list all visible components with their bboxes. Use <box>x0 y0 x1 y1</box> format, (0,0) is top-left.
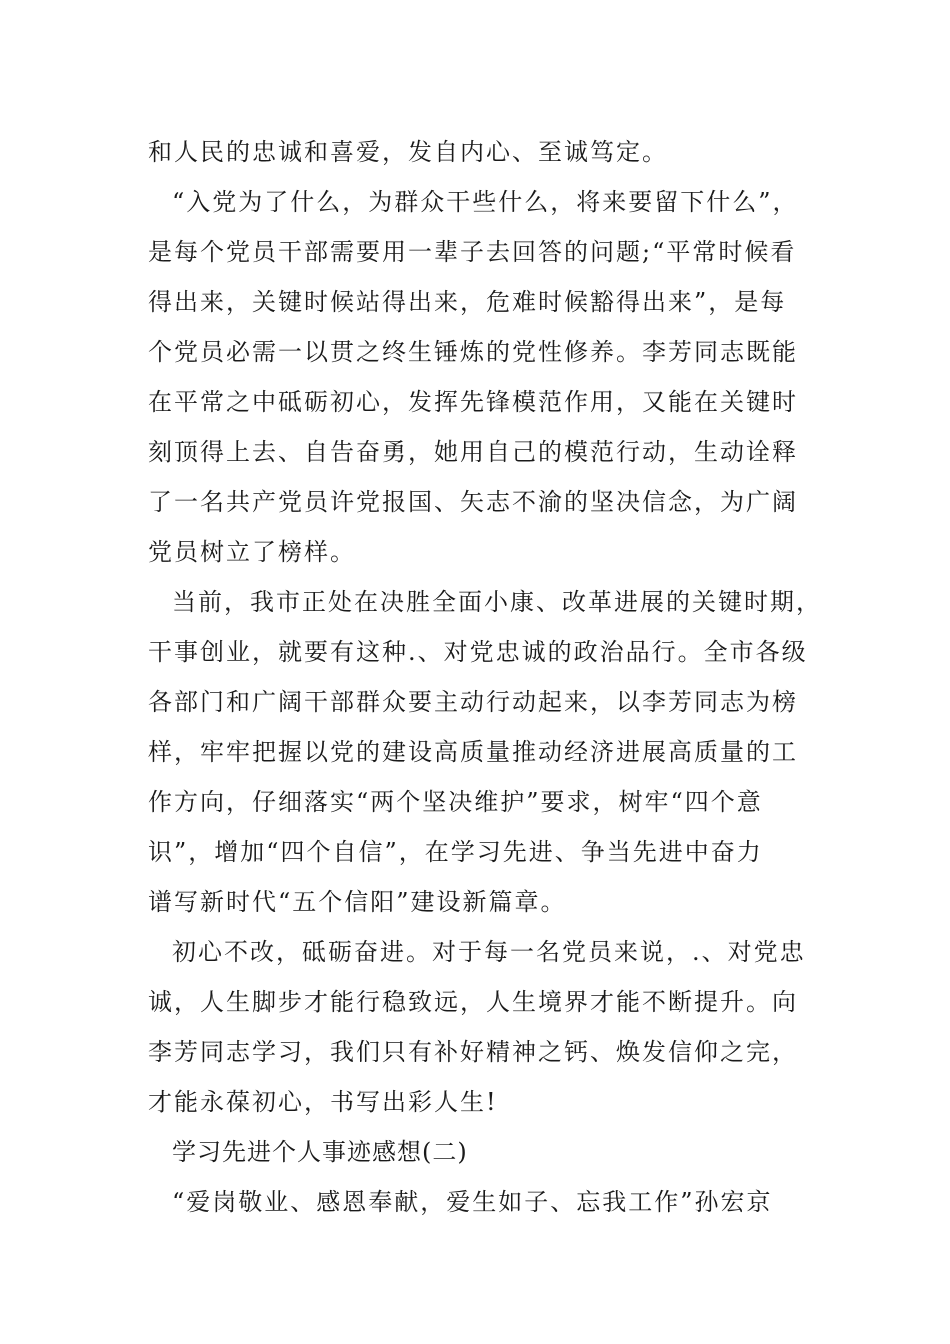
paragraph-start: “爱岗敬业、感恩奉献，爱生如子、忘我工作”孙宏京 <box>172 1188 773 1216</box>
text-line: 李芳同志学习，我们只有补好精神之钙、焕发信仰之完， <box>148 1038 798 1066</box>
paragraph-start: 当前，我市正处在决胜全面小康、改革进展的关键时期， <box>172 588 822 616</box>
text-line: 是每个党员干部需要用一辈子去回答的问题;“平常时候看 <box>148 238 797 266</box>
text-line: 刻顶得上去、自告奋勇，她用自己的模范行动，生动诠释 <box>148 438 798 466</box>
text-line: 干事创业，就要有这种.、对党忠诚的政治品行。全市各级 <box>148 638 808 666</box>
text-line: 在平常之中砥砺初心，发挥先锋模范作用，又能在关键时 <box>148 388 798 416</box>
text-line: 谱写新时代“五个信阳”建设新篇章。 <box>148 888 567 916</box>
text-line: 得出来，关键时候站得出来，危难时候豁得出来”，是每 <box>148 288 787 316</box>
text-line: 作方向，仔细落实“两个坚决维护”要求，树牢“四个意 <box>148 788 763 816</box>
text-line: 各部门和广阔干部群众要主动行动起来，以李芳同志为榜 <box>148 688 798 716</box>
section-heading: 学习先进个人事迹感想(二) <box>172 1138 468 1166</box>
text-line: 个党员必需一以贯之终生锤炼的党性修养。李芳同志既能 <box>148 338 798 366</box>
paragraph-start: 初心不改，砥砺奋进。对于每一名党员来说，.、对党忠 <box>172 938 806 966</box>
text-line: 样，牢牢把握以党的建设高质量推动经济进展高质量的工 <box>148 738 798 766</box>
text-line: 才能永葆初心，书写出彩人生! <box>148 1088 498 1116</box>
paragraph-start: “入党为了什么，为群众干些什么，将来要留下什么”， <box>172 188 799 216</box>
text-line: 党员树立了榜样。 <box>148 538 356 566</box>
text-line: 诚，人生脚步才能行稳致远，人生境界才能不断提升。向 <box>148 988 798 1016</box>
text-line: 识”，增加“四个自信”，在学习先进、争当先进中奋力 <box>148 838 763 866</box>
text-line: 和人民的忠诚和喜爱，发自内心、至诚笃定。 <box>148 138 668 166</box>
text-line: 了一名共产党员许党报国、矢志不渝的坚决信念，为广阔 <box>148 488 798 516</box>
